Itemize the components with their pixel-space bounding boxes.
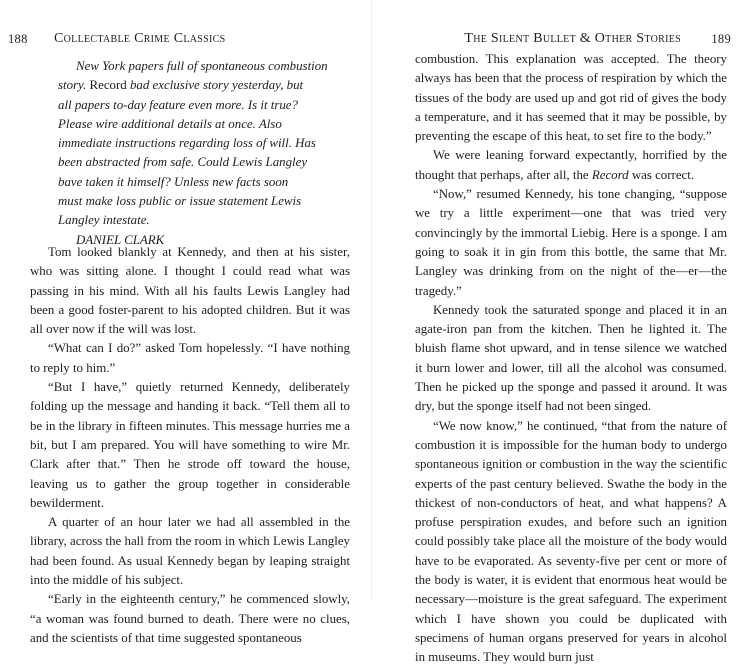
telegram-line: New York papers full of spontaneous combustion (76, 59, 328, 73)
page-number-left: 188 (8, 32, 28, 46)
paragraph: “We now know,” he continued, “that from the nature of combustion it is impossible for the human body to undergo spontaneous ignition or combustion in the way the scientific experts of the past century believed. Swathe the body in the thickest of non-conductors of heat, and what happens? A profuse perspiration exudes, and before such an ignition could possibly take place all the moisture of the body would have to be evaporated. As seventy-five per cent or more of the body is water, it is evident that enormous heat would be necessary—moisture is the great safeguard. The experiment which I have shown you could be duplicated with specimens of human organs preserved for years in alcohol in museums. They would burn just (415, 418, 727, 665)
telegram-line: Langley intestate. (58, 213, 150, 228)
paragraph: Tom looked blankly at Kennedy, and then at his sister, who was sitting alone. I thought I could read what was passing in his mind. With all his faults Lewis Langley had been a good foster-parent to his adopted children. But it was all over now if the will was lost. (30, 245, 350, 337)
paragraph: A quarter of an hour later we had all assembled in the library, across the hall from the room in which Lewis Langley had been found. As usual Kennedy began by leaping straight into the middle of his subject. (30, 515, 350, 588)
paragraph: “What can I do?” asked Tom hopelessly. “I have nothing to reply to him.” (30, 341, 350, 375)
telegram-line: been abstracted from safe. Could Lewis Langley (58, 155, 308, 170)
right-body-text (415, 50, 727, 668)
telegram-line: all papers to-day feature even more. Is it true? (58, 97, 298, 112)
telegram-signature: DANIEL CLARK (76, 232, 165, 247)
left-body-text (30, 243, 350, 648)
paragraph: Kennedy took the saturated sponge and placed it in an agate-iron pan from the kitchen. Then he lighted it. The bluish flame shot upward, and in tense silence we watched it burn lower and lower, till all the alcohol was consumed. Then he picked up the sponge and passed it around. It was dry, but the sponge itself had not been singed. (415, 302, 727, 414)
gutter (371, 0, 372, 600)
telegram-line: bave taken it himself? Unless new facts soon (58, 174, 289, 189)
telegram-line: immediate instructions regarding loss of will. Has (58, 136, 316, 151)
paragraph: “But I have,” quietly returned Kennedy, deliberately folding up the message and handing it back. “Tell them all to be in the library in fifteen minutes. This message hurries me a bit, but I am prepared. You will have something to wire Mr. Clark after that.” Then he strode off toward the house, leaving us to gather the group together in considerable bewilderment. (30, 380, 350, 510)
running-head-left: Collectable Crime Classics (54, 31, 226, 46)
page-number-right: 189 (711, 32, 731, 46)
telegram-line: story. Record bad exclusive story yesterday, but (58, 78, 304, 93)
paragraph: “Now,” resumed Kennedy, his tone changing, “suppose we try a little experiment—one that was tried very convincingly by the immortal Liebig. Here is a sponge. I am going to soak it in gin from this bottle, the same that Mr. Langley was drinking from on the night of the—er—the tragedy.” (415, 187, 727, 298)
running-head-right: The Silent Bullet & Other Stories (464, 31, 681, 46)
paragraph: We were leaning forward expectantly, horrified by the thought that perhaps, after all, the Record was correct. (415, 148, 727, 182)
telegram-line: must make loss public or issue statement Lewis (58, 194, 302, 209)
telegram-message (58, 57, 328, 250)
paragraph: “Early in the eighteenth century,” he commenced slowly, “a woman was found burned to death. There were no clues, and the scientists of that time suggested spontaneous (30, 592, 350, 645)
telegram-line: Please wire additional details at once. Also (58, 116, 282, 131)
paragraph: combustion. This explanation was accepted. The theory always has been that the process of respiration by which the tissues of the body are used up and got rid of gives the body a temperature, and it has seemed that it may be possible, by preventing the escape of this heat, to set fire to the body.” (415, 52, 727, 144)
